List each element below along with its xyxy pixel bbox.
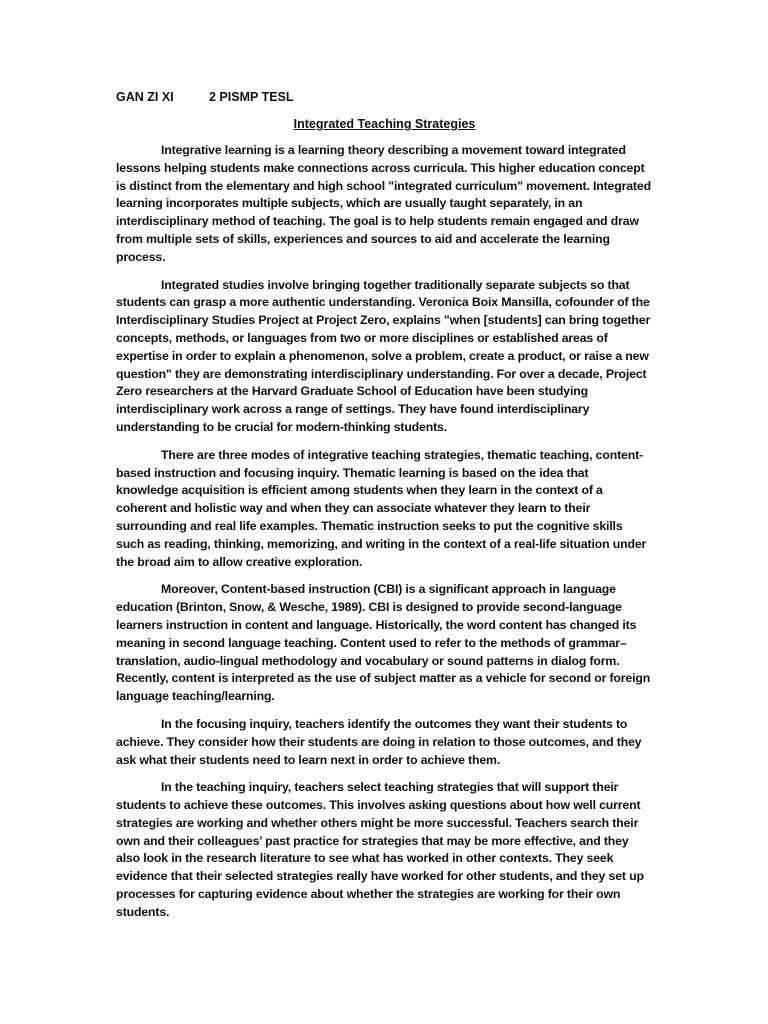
paragraph-2: Integrated studies involve bringing together traditionally separate subjects so that students can grasp a more authentic understanding. Veronica Boix Mansilla, cofounder of the Interdisciplinary Studies Project at Project Zero, explains "when [students] can bring together concepts, methods, or languages from two or more disciplines or established areas of expertise in order to explain a phenomenon, solve a problem, create a product, or raise a new question" they are demonstrating interdisciplinary understanding. For over a decade, Project Zero researchers at the Harvard Graduate School of Education have been studying interdisciplinary work across a range of settings. They have found interdisciplinary understanding to be crucial for modern-thinking students. <box>116 277 651 434</box>
paragraph-3: There are three modes of integrative teaching strategies, thematic teaching, content-based instruction and focusing inquiry. Thematic learning is based on the idea that knowledge acquisition is efficient among students when they learn in the context of a coherent and holistic way and when they can associate whatever they learn to their surrounding and real life examples. Thematic instruction seeks to put the cognitive skills such as reading, thinking, memorizing, and writing in the context of a real-life situation under the broad aim to allow creative exploration. <box>116 447 647 569</box>
paragraph-5: In the focusing inquiry, teachers identify the outcomes they want their students to achieve. They consider how their students are doing in relation to those outcomes, and they ask what their students need to learn next in order to achieve them. <box>116 716 642 767</box>
paragraph-6: In the teaching inquiry, teachers select teaching strategies that will support their students to achieve these outcomes. This involves asking questions about how well current strategies are working and whether others might be more successful. Teachers search their own and their colleagues’ past practice for strategies that may be more effective, and they also look in the research literature to see what has worked in other contexts. They seek evidence that their selected strategies really have worked for other students, and they set up processes for capturing evidence about whether the strategies are working for their own students. <box>116 780 644 919</box>
student-name: GAN ZI XI <box>116 90 174 104</box>
document-title: Integrated Teaching Strategies <box>293 117 476 131</box>
class-code: 2 PISMP TESL <box>209 90 294 104</box>
document-page <box>116 89 653 922</box>
paragraph-1: Integrative learning is a learning theory describing a movement toward integrated lessons helping students make connections across curricula. This higher education concept is distinct from the elementary and high school "integrated curriculum" movement. Integrated learning incorporates multiple subjects, which are usually taught separately, in an interdisciplinary method of teaching. The goal is to help students remain engaged and draw from multiple sets of skills, experiences and sources to aid and accelerate the learning process. <box>116 143 651 264</box>
paragraph-4: Moreover, Content-based instruction (CBI) is a significant approach in language education (Brinton, Snow, & Wesche, 1989). CBI is designed to provide second-language learners instruction in content and language. Historically, the word content has changed its meaning in second language teaching. Content used to refer to the methods of grammar–translation, audio-lingual methodology and vocabulary or sound patterns in dialog form. Recently, content is interpreted as the use of subject matter as a vehicle for second or foreign language teaching/learning. <box>116 582 651 704</box>
document-header <box>116 89 653 105</box>
